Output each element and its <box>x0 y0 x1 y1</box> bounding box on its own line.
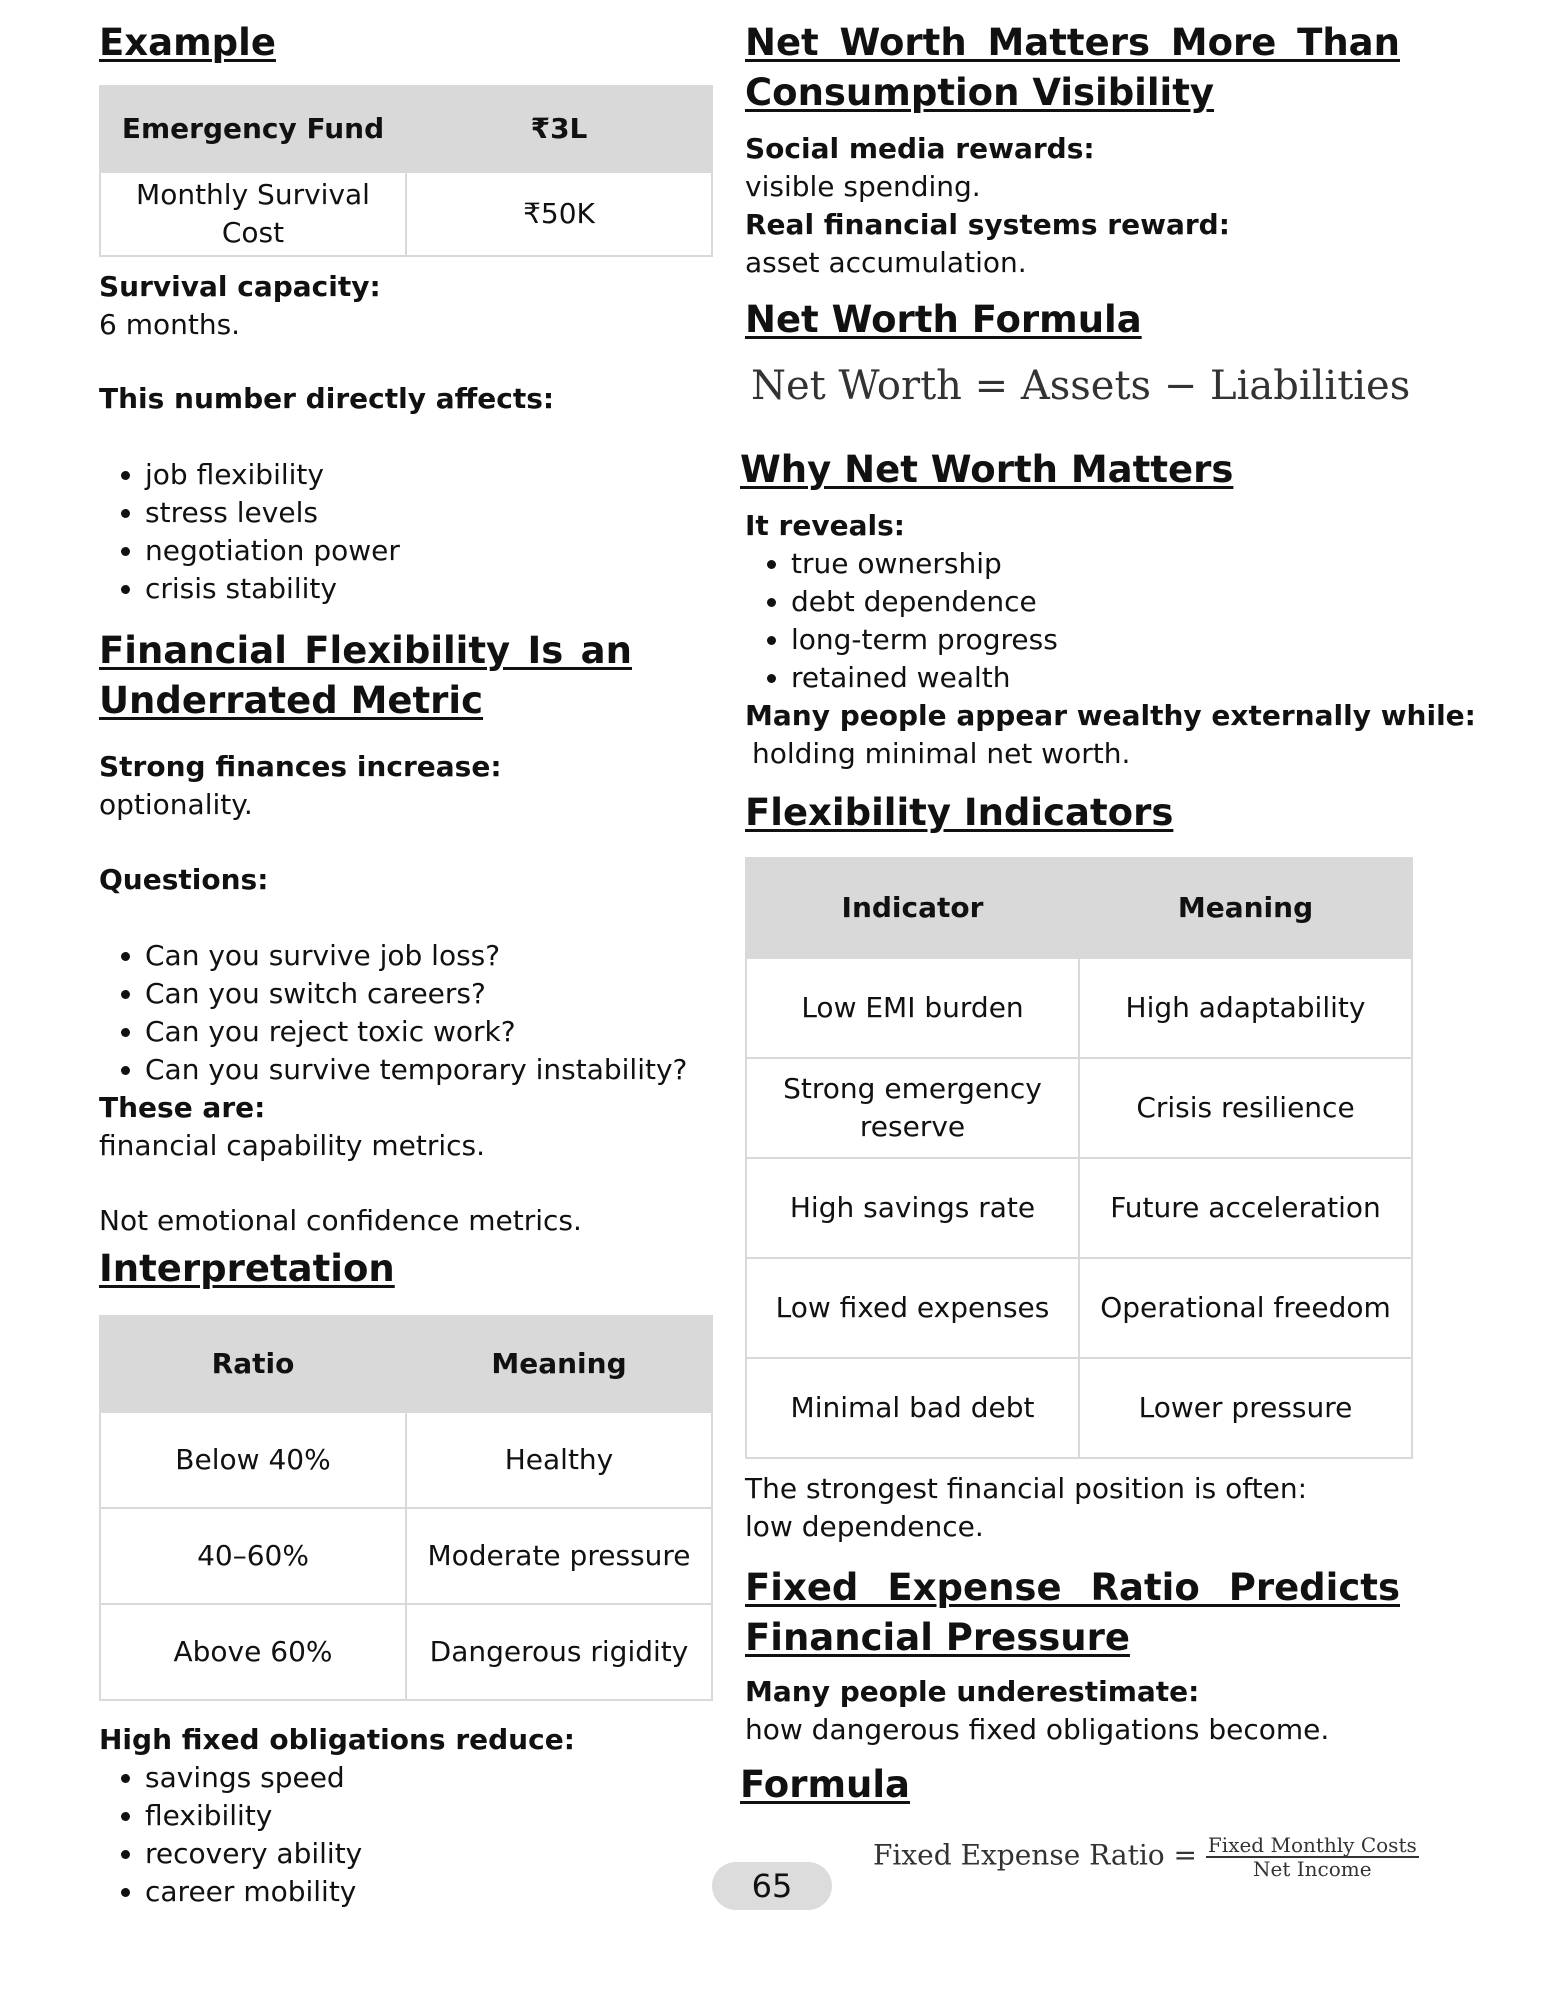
formula-numerator: Fixed Monthly Costs <box>1207 1833 1417 1857</box>
table-row <box>746 1158 1412 1258</box>
list-item: • recovery ability <box>145 1835 745 1873</box>
net-worth-heading-line2: Consumption Visibility <box>745 71 1215 114</box>
example-table <box>99 85 713 257</box>
strong-block <box>99 748 719 824</box>
survival-value: 6 months. <box>99 308 241 341</box>
list-item: • stress levels <box>145 494 745 532</box>
survival-block <box>99 268 719 344</box>
strong-value: optionality. <box>99 788 253 821</box>
flexibility-indicators-table <box>745 857 1413 1459</box>
table-row <box>746 958 1412 1058</box>
real-value: asset accumulation. <box>745 246 1027 279</box>
table-cell: Minimal bad debt <box>746 1358 1079 1458</box>
example-heading: Example <box>99 21 276 64</box>
table-row <box>746 1258 1412 1358</box>
high-fixed-list <box>99 1759 745 1911</box>
formula-heading: Formula <box>740 1763 910 1806</box>
table-row <box>746 1358 1412 1458</box>
high-fixed-label: High fixed obligations reduce: <box>99 1723 575 1756</box>
list-item: • job flexibility <box>145 456 745 494</box>
list-item: • savings speed <box>145 1759 745 1797</box>
strongest-value: low dependence. <box>745 1510 984 1543</box>
net-worth-formula-heading: Net Worth Formula <box>745 298 1142 341</box>
fixed-expense-heading <box>745 1563 1400 1663</box>
list-item: • crisis stability <box>145 570 745 608</box>
example-cell: ₹3L <box>406 86 712 172</box>
net-worth-heading-line1: Net Worth Matters More Than <box>745 21 1400 64</box>
example-cell: ₹50K <box>406 172 712 256</box>
these-label: These are: <box>99 1091 266 1124</box>
table-cell: Future acceleration <box>1079 1158 1412 1258</box>
table-cell: Healthy <box>406 1412 712 1508</box>
table-cell: Lower pressure <box>1079 1358 1412 1458</box>
reveals-label: It reveals: <box>745 509 905 542</box>
these-value: financial capability metrics. <box>99 1129 485 1162</box>
table-cell: High savings rate <box>746 1158 1079 1258</box>
table-cell: 40–60% <box>100 1508 406 1604</box>
list-item: • Can you survive temporary instability? <box>145 1051 765 1089</box>
reveals-list <box>745 545 1441 697</box>
real-label: Real financial systems reward: <box>745 208 1230 241</box>
questions-label: Questions: <box>99 863 269 896</box>
formula-lhs: Fixed Expense Ratio = <box>873 1838 1198 1872</box>
list-item: • retained wealth <box>791 659 1441 697</box>
list-item: • flexibility <box>145 1797 745 1835</box>
table-cell: Low EMI burden <box>746 958 1079 1058</box>
page-number: 65 <box>712 1862 832 1910</box>
fixed-expense-heading-line1: Fixed Expense Ratio Predicts <box>745 1566 1400 1609</box>
questions-list <box>99 937 765 1089</box>
example-cell: Monthly Survival Cost <box>100 172 406 256</box>
list-item: • Can you survive job loss? <box>145 937 765 975</box>
formula-fraction <box>1206 1834 1419 1880</box>
fixed-expense-formula <box>873 1834 1419 1880</box>
table-cell: Below 40% <box>100 1412 406 1508</box>
affects-list <box>99 456 745 608</box>
table-cell: Moderate pressure <box>406 1508 712 1604</box>
table-header: Meaning <box>1079 858 1412 958</box>
social-block <box>745 130 1445 282</box>
social-label: Social media rewards: <box>745 132 1095 165</box>
flex-heading-line2: Underrated Metric <box>99 679 484 722</box>
many-people-label: Many people appear wealthy externally while: <box>745 699 1476 732</box>
table-row <box>746 1058 1412 1158</box>
flex-heading-line1: Financial Flexibility Is an <box>99 629 632 672</box>
underestimate-block <box>745 1673 1445 1749</box>
list-item: • long-term progress <box>791 621 1441 659</box>
interpretation-heading: Interpretation <box>99 1247 395 1290</box>
these-block <box>99 1089 719 1165</box>
flex-heading <box>99 626 632 726</box>
table-header: Ratio <box>100 1316 406 1412</box>
table-cell: Dangerous rigidity <box>406 1604 712 1700</box>
table-row <box>100 1604 712 1700</box>
table-cell: Strong emergency reserve <box>746 1058 1079 1158</box>
list-item: • debt dependence <box>791 583 1441 621</box>
table-cell: Low fixed expenses <box>746 1258 1079 1358</box>
table-header: Indicator <box>746 858 1079 958</box>
net-worth-formula: Net Worth = Assets − Liabilities <box>751 363 1411 409</box>
survival-label: Survival capacity: <box>99 270 381 303</box>
list-item: • career mobility <box>145 1873 745 1911</box>
why-net-worth-heading: Why Net Worth Matters <box>740 448 1234 491</box>
strongest-text: The strongest financial position is often: <box>745 1472 1308 1505</box>
table-cell: Above 60% <box>100 1604 406 1700</box>
list-item: • Can you switch careers? <box>145 975 765 1013</box>
table-cell: Crisis resilience <box>1079 1058 1412 1158</box>
example-cell: Emergency Fund <box>100 86 406 172</box>
strongest-block <box>745 1470 1445 1546</box>
underestimate-label: Many people underestimate: <box>745 1675 1200 1708</box>
strong-label: Strong finances increase: <box>99 750 502 783</box>
interpretation-table <box>99 1315 713 1701</box>
list-item: • Can you reject toxic work? <box>145 1013 765 1051</box>
affects-label: This number directly affects: <box>99 382 555 415</box>
flexibility-indicators-heading: Flexibility Indicators <box>745 791 1174 834</box>
fixed-expense-heading-line2: Financial Pressure <box>745 1616 1130 1659</box>
table-header: Meaning <box>406 1316 712 1412</box>
table-cell: High adaptability <box>1079 958 1412 1058</box>
table-cell: Operational freedom <box>1079 1258 1412 1358</box>
net-worth-heading <box>745 18 1400 118</box>
underestimate-value: how dangerous fixed obligations become. <box>745 1713 1330 1746</box>
list-item: • true ownership <box>791 545 1441 583</box>
many-people-value: holding minimal net worth. <box>752 737 1131 770</box>
not-emotional-text: Not emotional confidence metrics. <box>99 1204 582 1237</box>
list-item: • negotiation power <box>145 532 745 570</box>
table-row <box>100 1412 712 1508</box>
table-row <box>100 1508 712 1604</box>
social-value: visible spending. <box>745 170 981 203</box>
formula-denominator: Net Income <box>1253 1857 1372 1881</box>
